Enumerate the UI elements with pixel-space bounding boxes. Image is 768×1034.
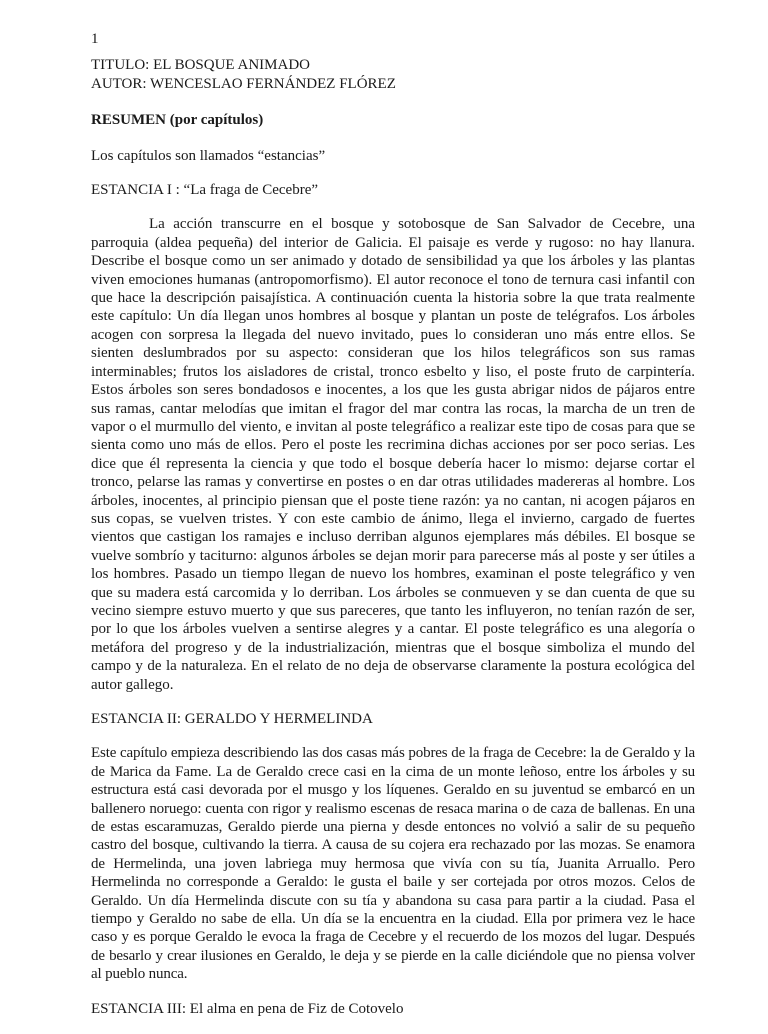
section-heading: ESTANCIA III: El alma en pena de Fiz de Cotovelo: [91, 1000, 404, 1017]
section-paragraph: La acción transcurre en el bosque y sotobosque de San Salvador de Cecebre, una parroquia (aldea pequeña) del interior de Galicia. El paisaje es verde y rugoso: no hay llanura. Describe el bosque como un ser animado y dotado de sensibilidad ya que los árboles y las plantas viven emociones humanas (antropomorfismo). El autor reconoce el tono de ternura casi infantil con que hace la descripción paisajística. A continuación cuenta la historia sobre la que trata realmente este capítulo: Un día llegan unos hombres al bosque y plantan un poste de telégrafos. Los árboles acogen con sorpresa la llegada del nuevo invitado, pues lo consideran uno más entre ellos. Se sienten deslumbrados por su aspecto: consideran que los hilos telegráficos son sus ramas interminables; frutos los aisladores de cristal, tronco esbelto y liso, el poste fruto de carpintería. Estos árboles son seres bondadosos e inocentes, a los que les gusta abrigar nidos de pájaros entre sus ramas, cantar melodías que imitan el fragor del mar contra las rocas, la marcha de un tren de vapor o el murmullo del viento, e invitan al poste telegráfico a realizar este tipo de cosas para que se sienta como uno más de ellos. Pero el poste les recrimina dichas acciones por ser poco serias. Les dice que él representa la ciencia y que todo el bosque debería hacer lo mismo: dejarse cortar el tronco, pelarse las ramas y convertirse en postes o en dar otras utilidades madereras al hombre. Los árboles, inocentes, al principio piensan que el poste tiene razón: ya no cantan, ni acogen pájaros en sus copas, se vuelven tristes. Y con este cambio de ánimo, llega el invierno, cargado de fuertes vientos que castigan los ramajes e incluso derriban algunos ejemplares más débiles. El bosque se vuelve sombrío y taciturno: algunos árboles se dejan morir para parecerse más al poste y ser útiles a los hombres. Pasado un tiempo llegan de nuevo los hombres, examinan el poste telegráfico y ven que su madera está carcomida y lo derriban. Los árboles se conmueven y se dan cuenta de que su vecino siempre estuvo muerto y que sus pareceres, que tanto les influyeron, no tenían razón de ser, por lo que los árboles vuelven a sentirse alegres y a cantar. El poste telegráfico es una alegoría o metáfora del progreso y de la industrialización, mientras que el bosque simboliza el mundo del campo y de la naturaleza. En el relato de no deja de observarse claramente la postura ecológica del autor gallego.: [91, 216, 695, 693]
section-heading: ESTANCIA I : “La fraga de Cecebre”: [91, 182, 319, 199]
summary-heading: RESUMEN (por capítulos): [91, 112, 264, 129]
section-paragraph: Este capítulo empieza describiendo las dos casas más pobres de la fraga de Cecebre: la de Geraldo y la de Marica da Fame. La de Geraldo crece casi en la cima de un monte leñoso, entre los árboles y su estructura está casi devorada por el musgo y los líquenes. Geraldo en su juventud se embarcó en un ballenero noruego: cuenta con rigor y realismo escenas de resaca marina o de caza de ballenas. En una de estas escaramuzas, Geraldo pierde una pierna y desde entonces no volvió a salir de su pequeño castro del bosque, cultivando la tierra. A causa de su cojera era rechazado por las mozas. Se enamora de Hermelinda, una joven labriega muy hermosa que vivía con su tía, Juanita Arruallo. Pero Hermelinda no corresponde a Geraldo: le gusta el baile y ser cortejada por otros mozos. Celos de Geraldo. Un día Hermelinda discute con su tía y abandona su casa para partir a la ciudad. Pasa el tiempo y Geraldo no sabe de ella. Un día se la encuentra en la ciudad. Ella por primera vez le hace caso y es porque Geraldo le evoca la fraga de Cecebre y el recuerdo de los mozos del lugar. Después de besarlo y crear ilusiones en Geraldo, le deja y se pierde en la calle diciéndole que no piensa volver al pueblo nunca.: [91, 745, 695, 983]
page-number: 1: [91, 31, 99, 47]
estancia-1: [91, 181, 695, 694]
estancia-3: [91, 1000, 695, 1018]
document-title: TITULO: EL BOSQUE ANIMADO: [91, 57, 311, 74]
estancia-2: [91, 710, 695, 984]
document-page: [91, 30, 695, 1034]
section-heading: ESTANCIA II: GERALDO Y HERMELINDA: [91, 711, 373, 727]
intro-text: Los capítulos son llamados “estancias”: [91, 147, 326, 164]
document-author: AUTOR: WENCESLAO FERNÁNDEZ FLÓREZ: [91, 75, 396, 92]
title-block: [91, 56, 695, 93]
